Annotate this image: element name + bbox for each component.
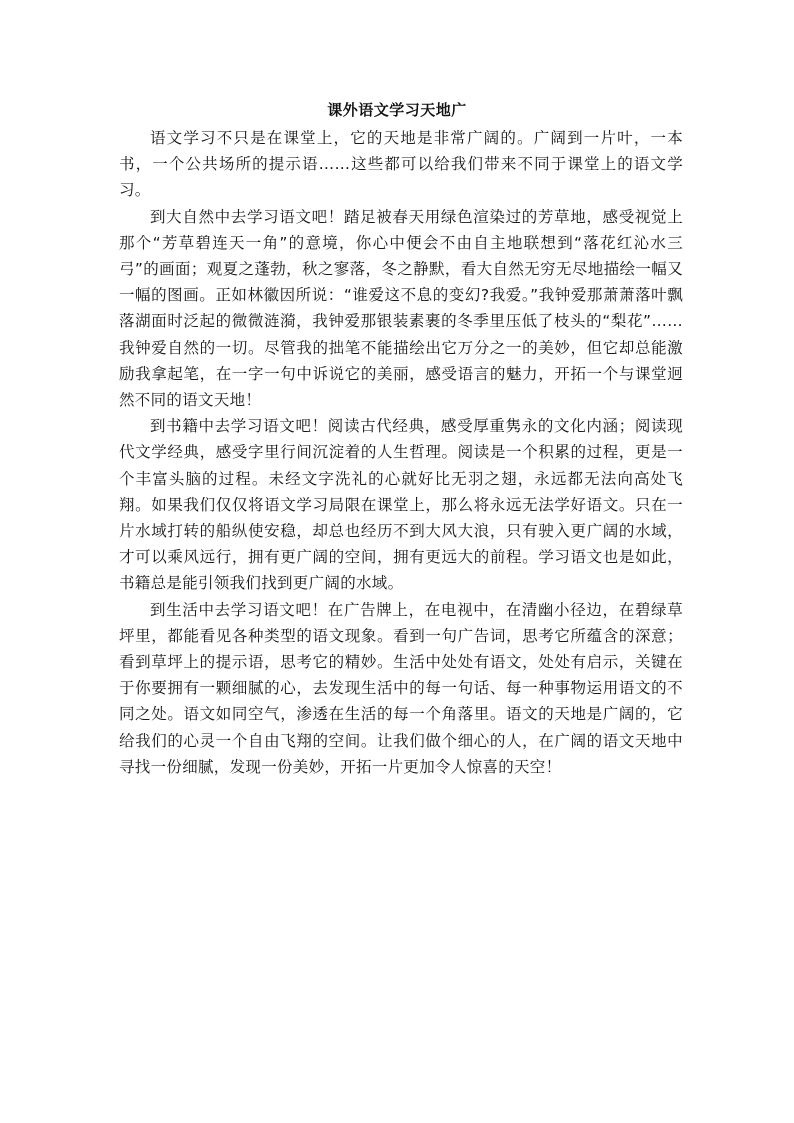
document-title: 课外语文学习天地广	[327, 101, 467, 119]
document-body	[119, 125, 683, 780]
paragraph-2: 到大自然中去学习语文吧！踏足被春天用绿色渲染过的芳草地，感受视觉上那个“芳草碧连天一角”的意境，你心中便会不由自主地联想到“落花红沁水三弓”的画面；观夏之蓬勃，秋之寥落，冬之静默，看大自然无穷无尽地描绘一幅又一幅的图画。正如林徽因所说：“谁爱这不息的变幻?我爱。”我钟爱那萧萧落叶飘落湖面时泛起的微微涟漪，我钟爱那银装素裹的冬季里压低了枝头的“梨花”……我钟爱自然的一切。尽管我的拙笔不能描绘出它万分之一的美妙，但它却总能激励我拿起笔，在一字一句中诉说它的美丽，感受语言的魅力，开拓一个与课堂迥然不同的语文天地！	[119, 207, 683, 410]
paragraph-1: 语文学习不只是在课堂上，它的天地是非常广阔的。广阔到一片叶，一本书，一个公共场所的提示语……这些都可以给我们带来不同于课堂上的语文学习。	[119, 129, 683, 200]
paragraph-3: 到书籍中去学习语文吧！阅读古代经典，感受厚重隽永的文化内涵；阅读现代文学经典，感受字里行间沉淀着的人生哲理。阅读是一个积累的过程，更是一个丰富头脑的过程。未经文字洗礼的心就好比无羽之翅，永远都无法向高处飞翔。如果我们仅仅将语文学习局限在课堂上，那么将永远无法学好语文。只在一片水域打转的船纵使安稳，却总也经历不到大风大浪，只有驶入更广阔的水域，才可以乘风远行，拥有更广阔的空间，拥有更远大的前程。学习语文也是如此，书籍总是能引领我们找到更广阔的水域。	[119, 417, 683, 593]
paragraph-4: 到生活中去学习语文吧！在广告牌上，在电视中，在清幽小径边，在碧绿草坪里，都能看见各种类型的语文现象。看到一句广告词，思考它所蕴含的深意；看到草坪上的提示语，思考它的精妙。生活中处处有语文，处处有启示，关键在于你要拥有一颗细腻的心，去发现生活中的每一句话、每一种事物运用语文的不同之处。语文如同空气，渗透在生活的每一个角落里。语文的天地是广阔的，它给我们的心灵一个自由飞翔的空间。让我们做个细心的人，在广阔的语文天地中寻找一份细腻，发现一份美妙，开拓一片更加令人惊喜的天空！	[119, 600, 683, 776]
